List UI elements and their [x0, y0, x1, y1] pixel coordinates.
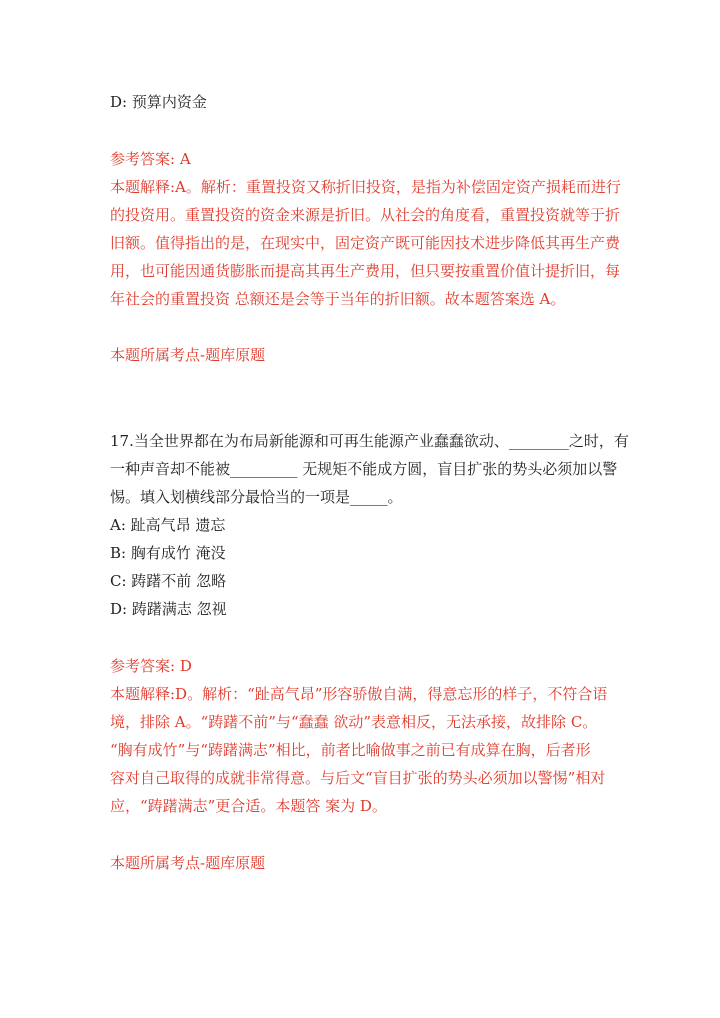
q17-option-d: D: 踌躇满志 忽视 — [110, 600, 227, 618]
q17-stem-line: 17.当全世界都在为布局新能源和可再生能源产业蠢蠢欲动、________之时，有 — [110, 432, 629, 450]
q17-option-b: B: 胸有成竹 淹没 — [110, 544, 226, 562]
q16-explanation-line: 本题解释:A。解析：重置投资又称折旧投资，是指为补偿固定资产损耗而进行 — [110, 178, 621, 196]
q17-explanation-line: 容对自己取得的成就非常得意。与后文“盲目扩张的势头必须加以警惕”相对 — [110, 769, 606, 787]
q17-stem-line: 一种声音却不能被_________ 无规矩不能成方圆，盲目扩张的势头必须加以警 — [110, 460, 618, 478]
q16-explanation-line: 用，也可能因通货膨胀而提高其再生产费用，但只要按重置价值计提折旧，每 — [110, 262, 621, 280]
q17-stem-line: 惕。填入划横线部分最恰当的一项是_____。 — [110, 488, 403, 506]
q17-explanation-line: 应，“踌躇满志”更合适。本题答 案为 D。 — [110, 797, 387, 815]
q16-source: 本题所属考点-题库原题 — [110, 346, 266, 364]
q16-explanation-line: 旧额。值得指出的是，在现实中，固定资产既可能因技术进步降低其再生产费 — [110, 234, 621, 252]
q17-option-c: C: 踌躇不前 忽略 — [110, 572, 227, 590]
q17-source: 本题所属考点-题库原题 — [110, 854, 266, 872]
q17-option-a: A: 趾高气昂 遗忘 — [110, 516, 226, 534]
q16-explanation-line: 的投资用。重置投资的资金来源是折旧。从社会的角度看，重置投资就等于折 — [110, 206, 621, 224]
q17-answer: 参考答案: D — [110, 657, 192, 675]
q16-explanation-line: 年社会的重置投资 总额还是会等于当年的折旧额。故本题答案选 A。 — [110, 290, 566, 308]
q16-answer: 参考答案: A — [110, 150, 191, 168]
q16-option-d: D: 预算内资金 — [110, 93, 207, 111]
q17-explanation-line: 本题解释:D。解析：“趾高气昂”形容骄傲自满，得意忘形的样子，不符合语 — [110, 685, 608, 703]
q17-explanation-line: 境，排除 A。“踌躇不前”与“蠢蠢 欲动”表意相反，无法承接，故排除 C。 — [110, 713, 598, 731]
q17-explanation-line: “胸有成竹”与“踌躇满志”相比，前者比喻做事之前已有成算在胸，后者形 — [110, 741, 591, 759]
